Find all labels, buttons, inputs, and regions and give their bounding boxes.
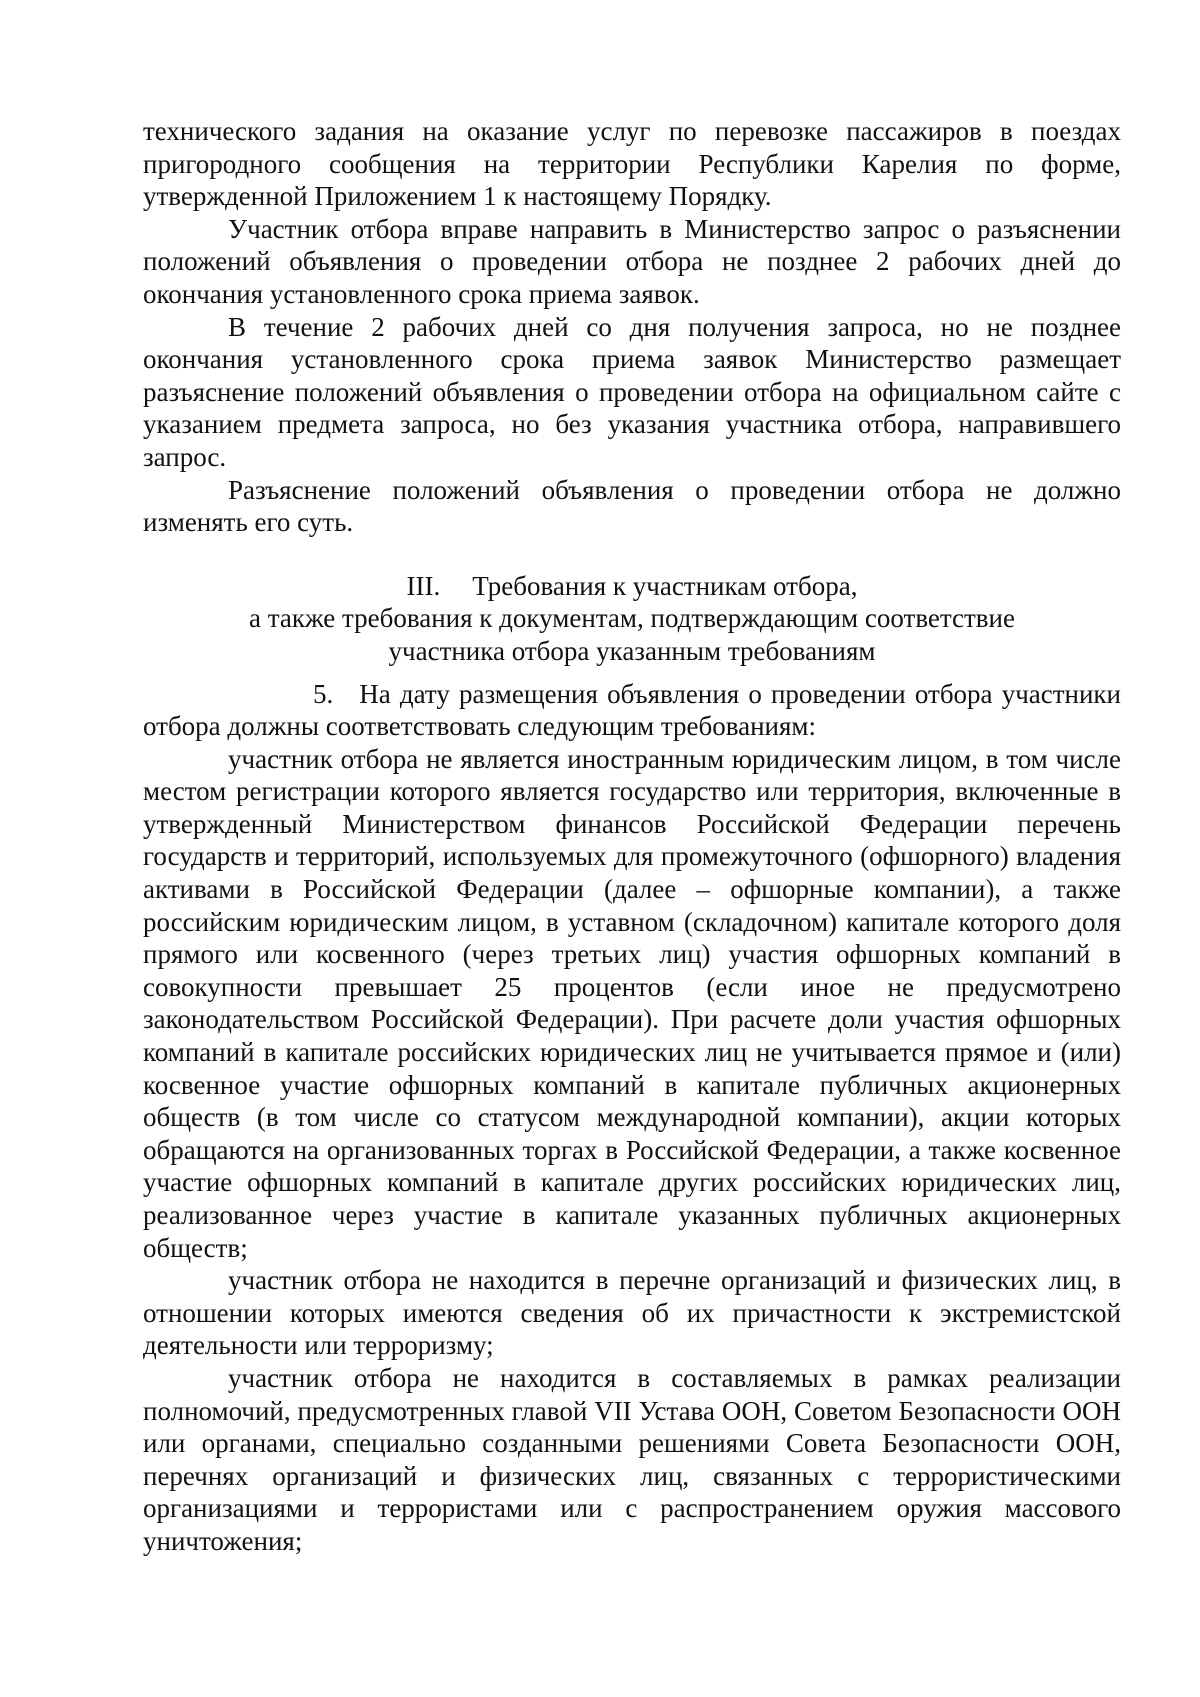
item-5-lead	[143, 678, 1121, 743]
requirement-extremism-list: участник отбора не находится в перечне организаций и физических лиц, в отношении которых имеются сведения об их причастности к экстремистской деятельности или терроризму;	[143, 1265, 1121, 1361]
paragraph-clarification-publication: В течение 2 рабочих дней со дня получения запроса, но не позднее окончания установленного срока приема заявок Министерство размещает разъяснение положений объявления о проведении отбора на официальном сайте с указанием предмета запроса, но без указания участника отбора, направившего запрос.	[143, 311, 1121, 472]
document-page	[143, 115, 1121, 1558]
paragraph-clarification-request: Участник отбора вправе направить в Министерство запрос о разъяснении положений объявления о проведении отбора не позднее 2 рабочих дней до окончания установленного срока приема заявок.	[143, 213, 1121, 309]
section-title-line-2: а также требования к документам, подтверждающим соответствие	[249, 603, 1015, 634]
requirement-offshore: участник отбора не является иностранным юридическим лицом, в том числе местом регистрации которого является государство или территория, включенные в утвержденный Министерством финансов Российской Федерации перечень государств и территорий, используемых для промежуточного (офшорного) владения активами в Российской Федерации (далее – офшорные компании), а также российским юридическим лицом, в уставном (складочном) капитале которого доля прямого или косвенного (через третьих лиц) участия офшорных компаний в совокупности превышает 25 процентов (если иное не предусмотрено законодательством Российской Федерации). При расчете доли участия офшорных компаний в капитале российских юридических лиц не учитывается прямое и (или) косвенное участие офшорных компаний в капитале публичных акционерных обществ (в том числе со статусом международной компании), акции которых обращаются на организованных торгах в Российской Федерации, а также косвенное участие офшорных компаний в капитале других российских юридических лиц, реализованное через участие в капитале указанных публичных акционерных обществ;	[143, 743, 1121, 1263]
section-number: III.	[406, 570, 441, 601]
item-5-number: 5.	[313, 678, 334, 709]
intro-continuation: технического задания на оказание услуг по перевозке пассажиров в поездах пригородного сообщения на территории Республики Карелия по форме, утвержденной Приложением 1 к настоящему Порядку.	[143, 116, 1121, 212]
item-5-lead-text: На дату размещения объявления о проведении отбора участники отбора должны соответствовать следующим требованиям:	[143, 678, 1121, 742]
paragraph-clarification-scope: Разъяснение положений объявления о проведении отбора не должно изменять его суть.	[143, 474, 1121, 538]
section-heading	[143, 570, 1121, 668]
requirement-un-sanctions-list: участник отбора не находится в составляемых в рамках реализации полномочий, предусмотренных главой VII Устава ООН, Советом Безопасности ООН или органами, специально созданными решениями Совета Безопасности ООН, перечнях организаций и физических лиц, связанных с террористическими организациями и террористами или с распространением оружия массового уничтожения;	[143, 1362, 1121, 1556]
section-heading-line-1	[143, 570, 1121, 603]
section-title-line-1: Требования к участникам отбора,	[472, 570, 858, 601]
section-title-line-3: участника отбора указанным требованиям	[388, 635, 876, 666]
